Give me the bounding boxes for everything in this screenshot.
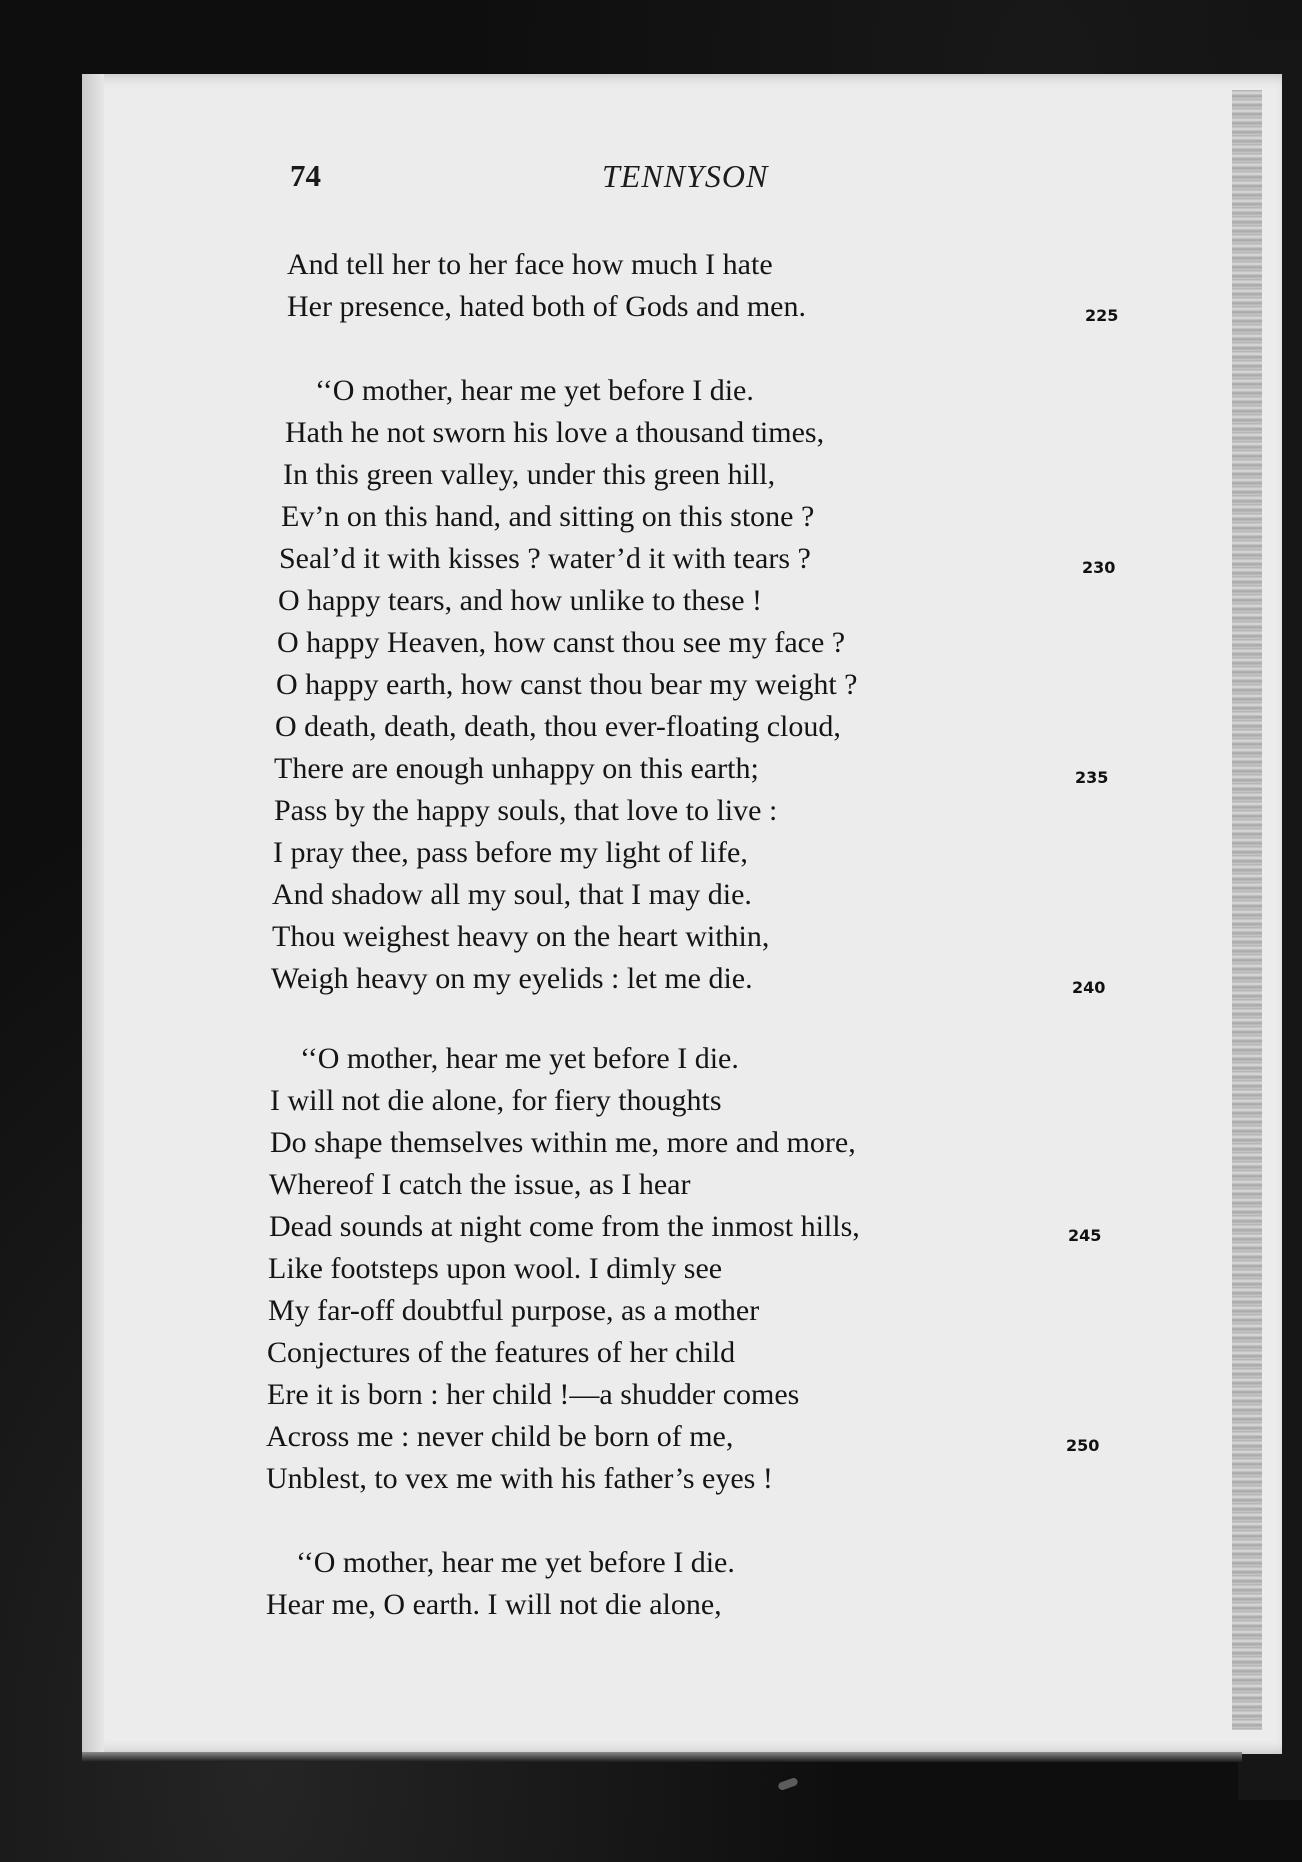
poem-line: In this green valley, under this green hill, [283, 458, 776, 491]
poem-line: Conjectures of the features of her child [267, 1336, 736, 1369]
poem-line: Thou weighest heavy on the heart within, [272, 920, 770, 953]
poem-line: O happy earth, how canst thou bear my weight ? [276, 668, 858, 701]
poem-line: And shadow all my soul, that I may die. [272, 878, 752, 911]
poem-line: O death, death, death, thou ever-floating cloud, [275, 710, 841, 743]
line-number: 240 [1072, 978, 1106, 997]
poem-line: Hear me, O earth. I will not die alone, [266, 1588, 722, 1621]
poem-line: ‘‘O mother, hear me yet before I die. [296, 1546, 735, 1579]
line-number: 245 [1068, 1226, 1102, 1245]
poem-line: My far-off doubtful purpose, as a mother [268, 1294, 760, 1327]
page-bottom-edge [82, 1752, 1242, 1762]
page-stack-edge [1232, 90, 1262, 1730]
poem-line: There are enough unhappy on this earth; [274, 752, 759, 785]
poem-line: I pray thee, pass before my light of life, [273, 836, 748, 869]
poem-line: ‘‘O mother, hear me yet before I die. [315, 374, 754, 407]
book-page [82, 74, 1282, 1754]
page-gutter-edge [82, 74, 104, 1754]
poem-line: ‘‘O mother, hear me yet before I die. [300, 1042, 739, 1075]
poem-line: Ev’n on this hand, and sitting on this stone ? [281, 500, 815, 533]
poem-line: Unblest, to vex me with his father’s eyes ! [266, 1462, 773, 1495]
running-title: TENNYSON [602, 158, 769, 194]
line-number: 230 [1082, 558, 1116, 577]
poem-line: Pass by the happy souls, that love to live : [274, 794, 778, 827]
line-number: 235 [1075, 768, 1109, 787]
page-number: 74 [290, 158, 321, 193]
poem-line: O happy tears, and how unlike to these ! [278, 584, 763, 617]
poem-line: Weigh heavy on my eyelids : let me die. [271, 962, 753, 995]
poem-line: Do shape themselves within me, more and more, [270, 1126, 856, 1159]
page-header [290, 158, 850, 202]
poem-line: And tell her to her face how much I hate [287, 248, 773, 281]
poem-line: Seal’d it with kisses ? water’d it with tears ? [279, 542, 811, 575]
poem-line: O happy Heaven, how canst thou see my face ? [277, 626, 846, 659]
poem-line: Across me : never child be born of me, [266, 1420, 734, 1453]
line-number: 250 [1066, 1436, 1100, 1455]
line-number: 225 [1085, 306, 1119, 325]
poem-line: Her presence, hated both of Gods and men. [287, 290, 806, 323]
poem-line: Ere it is born : her child !—a shudder comes [267, 1378, 800, 1411]
poem-line: Dead sounds at night come from the inmost hills, [269, 1210, 860, 1243]
poem-line: Hath he not sworn his love a thousand times, [285, 416, 825, 449]
poem-line: I will not die alone, for fiery thoughts [270, 1084, 722, 1117]
poem-line: Whereof I catch the issue, as I hear [269, 1168, 691, 1201]
poem-line: Like footsteps upon wool. I dimly see [268, 1252, 723, 1285]
